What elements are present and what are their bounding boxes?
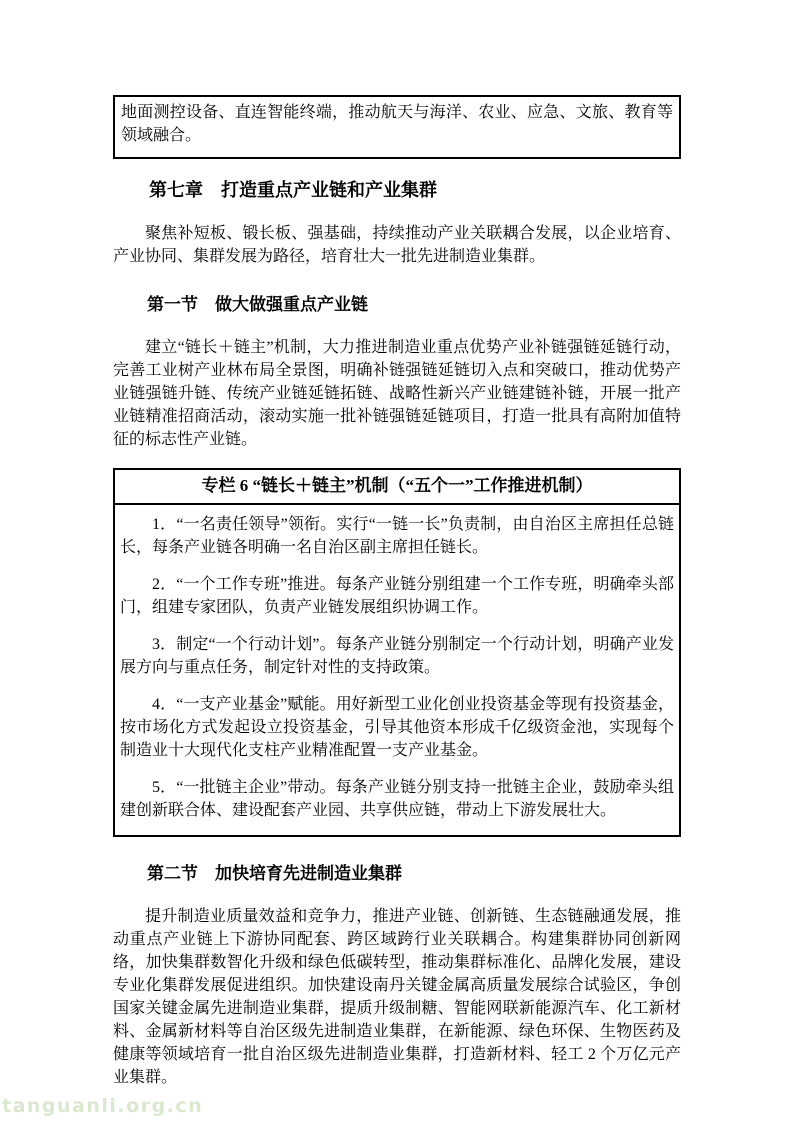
site-watermark: tanguanli.org.cn [2,1095,204,1117]
chapter-7-title: 第七章 打造重点产业链和产业集群 [149,180,437,200]
column-6-panel-title: 专栏 6 “链长＋链主”机制（“五个一”工作推进机制） [115,470,679,505]
continuation-text-box [113,95,681,159]
column-6-panel-body [115,505,679,835]
panel-item-2: 2．“一个工作专班”推进。每条产业链分别组建一个工作专班，明确牵头部门，组建专家团队，负责产业链发展组织协调工作。 [120,576,674,616]
section-1-body-paragraph: 建立“链长＋链主”机制，大力推进制造业重点优势产业补链强链延链行动，完善工业树产业林布局全景图，明确补链强链延链切入点和突破口，推动优势产业链强链升链、传统产业链延链拓链、战略性新兴产业链建链补链，开展一批产业链精准招商活动，滚动实施一批补链强链延链项目，打造一批具有高附加值特征的标志性产业链。 [113,339,681,448]
panel-item-1: 1．“一名责任领导”领衔。实行“一链一长”负责制，由自治区主席担任总链长，每条产业链各明确一名自治区副主席担任链长。 [120,516,674,556]
panel-item-3: 3．制定“一个行动计划”。每条产业链分别制定一个行动计划，明确产业发展方向与重点任务，制定针对性的支持政策。 [120,636,674,676]
column-6-panel [113,468,681,837]
panel-item-5: 5．“一批链主企业”带动。每条产业链分别支持一批链主企业，鼓励牵头组建创新联合体、建设配套产业园、共享供应链，带动上下游发展壮大。 [120,779,674,819]
section-2-title: 第二节 加快培育先进制造业集群 [147,864,402,883]
document-content [113,95,681,1089]
section-1-title: 第一节 做大做强重点产业链 [147,295,368,314]
panel-item-4: 4．“一支产业基金”赋能。用好新型工业化创业投资基金等现有投资基金，按市场化方式发起设立投资基金，引导其他资本形成千亿级资金池，实现每个制造业十大现代化支柱产业精准配置一支产业基金。 [120,696,674,759]
chapter-intro-paragraph: 聚焦补短板、锻长板、强基础，持续推动产业关联耦合发展，以企业培育、产业协同、集群发展为路径，培育壮大一批先进制造业集群。 [113,225,681,265]
continuation-paragraph: 地面测控设备、直连智能终端，推动航天与海洋、农业、应急、文旅、教育等领域融合。 [121,104,673,144]
section-2-body-paragraph: 提升制造业质量效益和竞争力，推进产业链、创新链、生态链融通发展，推动重点产业链上下游协同配套、跨区域跨行业关联耦合。构建集群协同创新网络，加快集群数智化升级和绿色低碳转型，推动集群标准化、品牌化发展，建设专业化集群发展促进组织。加快建设南丹关键金属高质量发展综合试验区，争创国家关键金属先进制造业集群，提质升级制糖、智能网联新能源汽车、化工新材料、金属新材料等自治区级先进制造业集群，在新能源、绿色环保、生物医药及健康等领域培育一批自治区级先进制造业集群，打造新材料、轻工 2 个万亿元产业集群。 [113,908,681,1086]
